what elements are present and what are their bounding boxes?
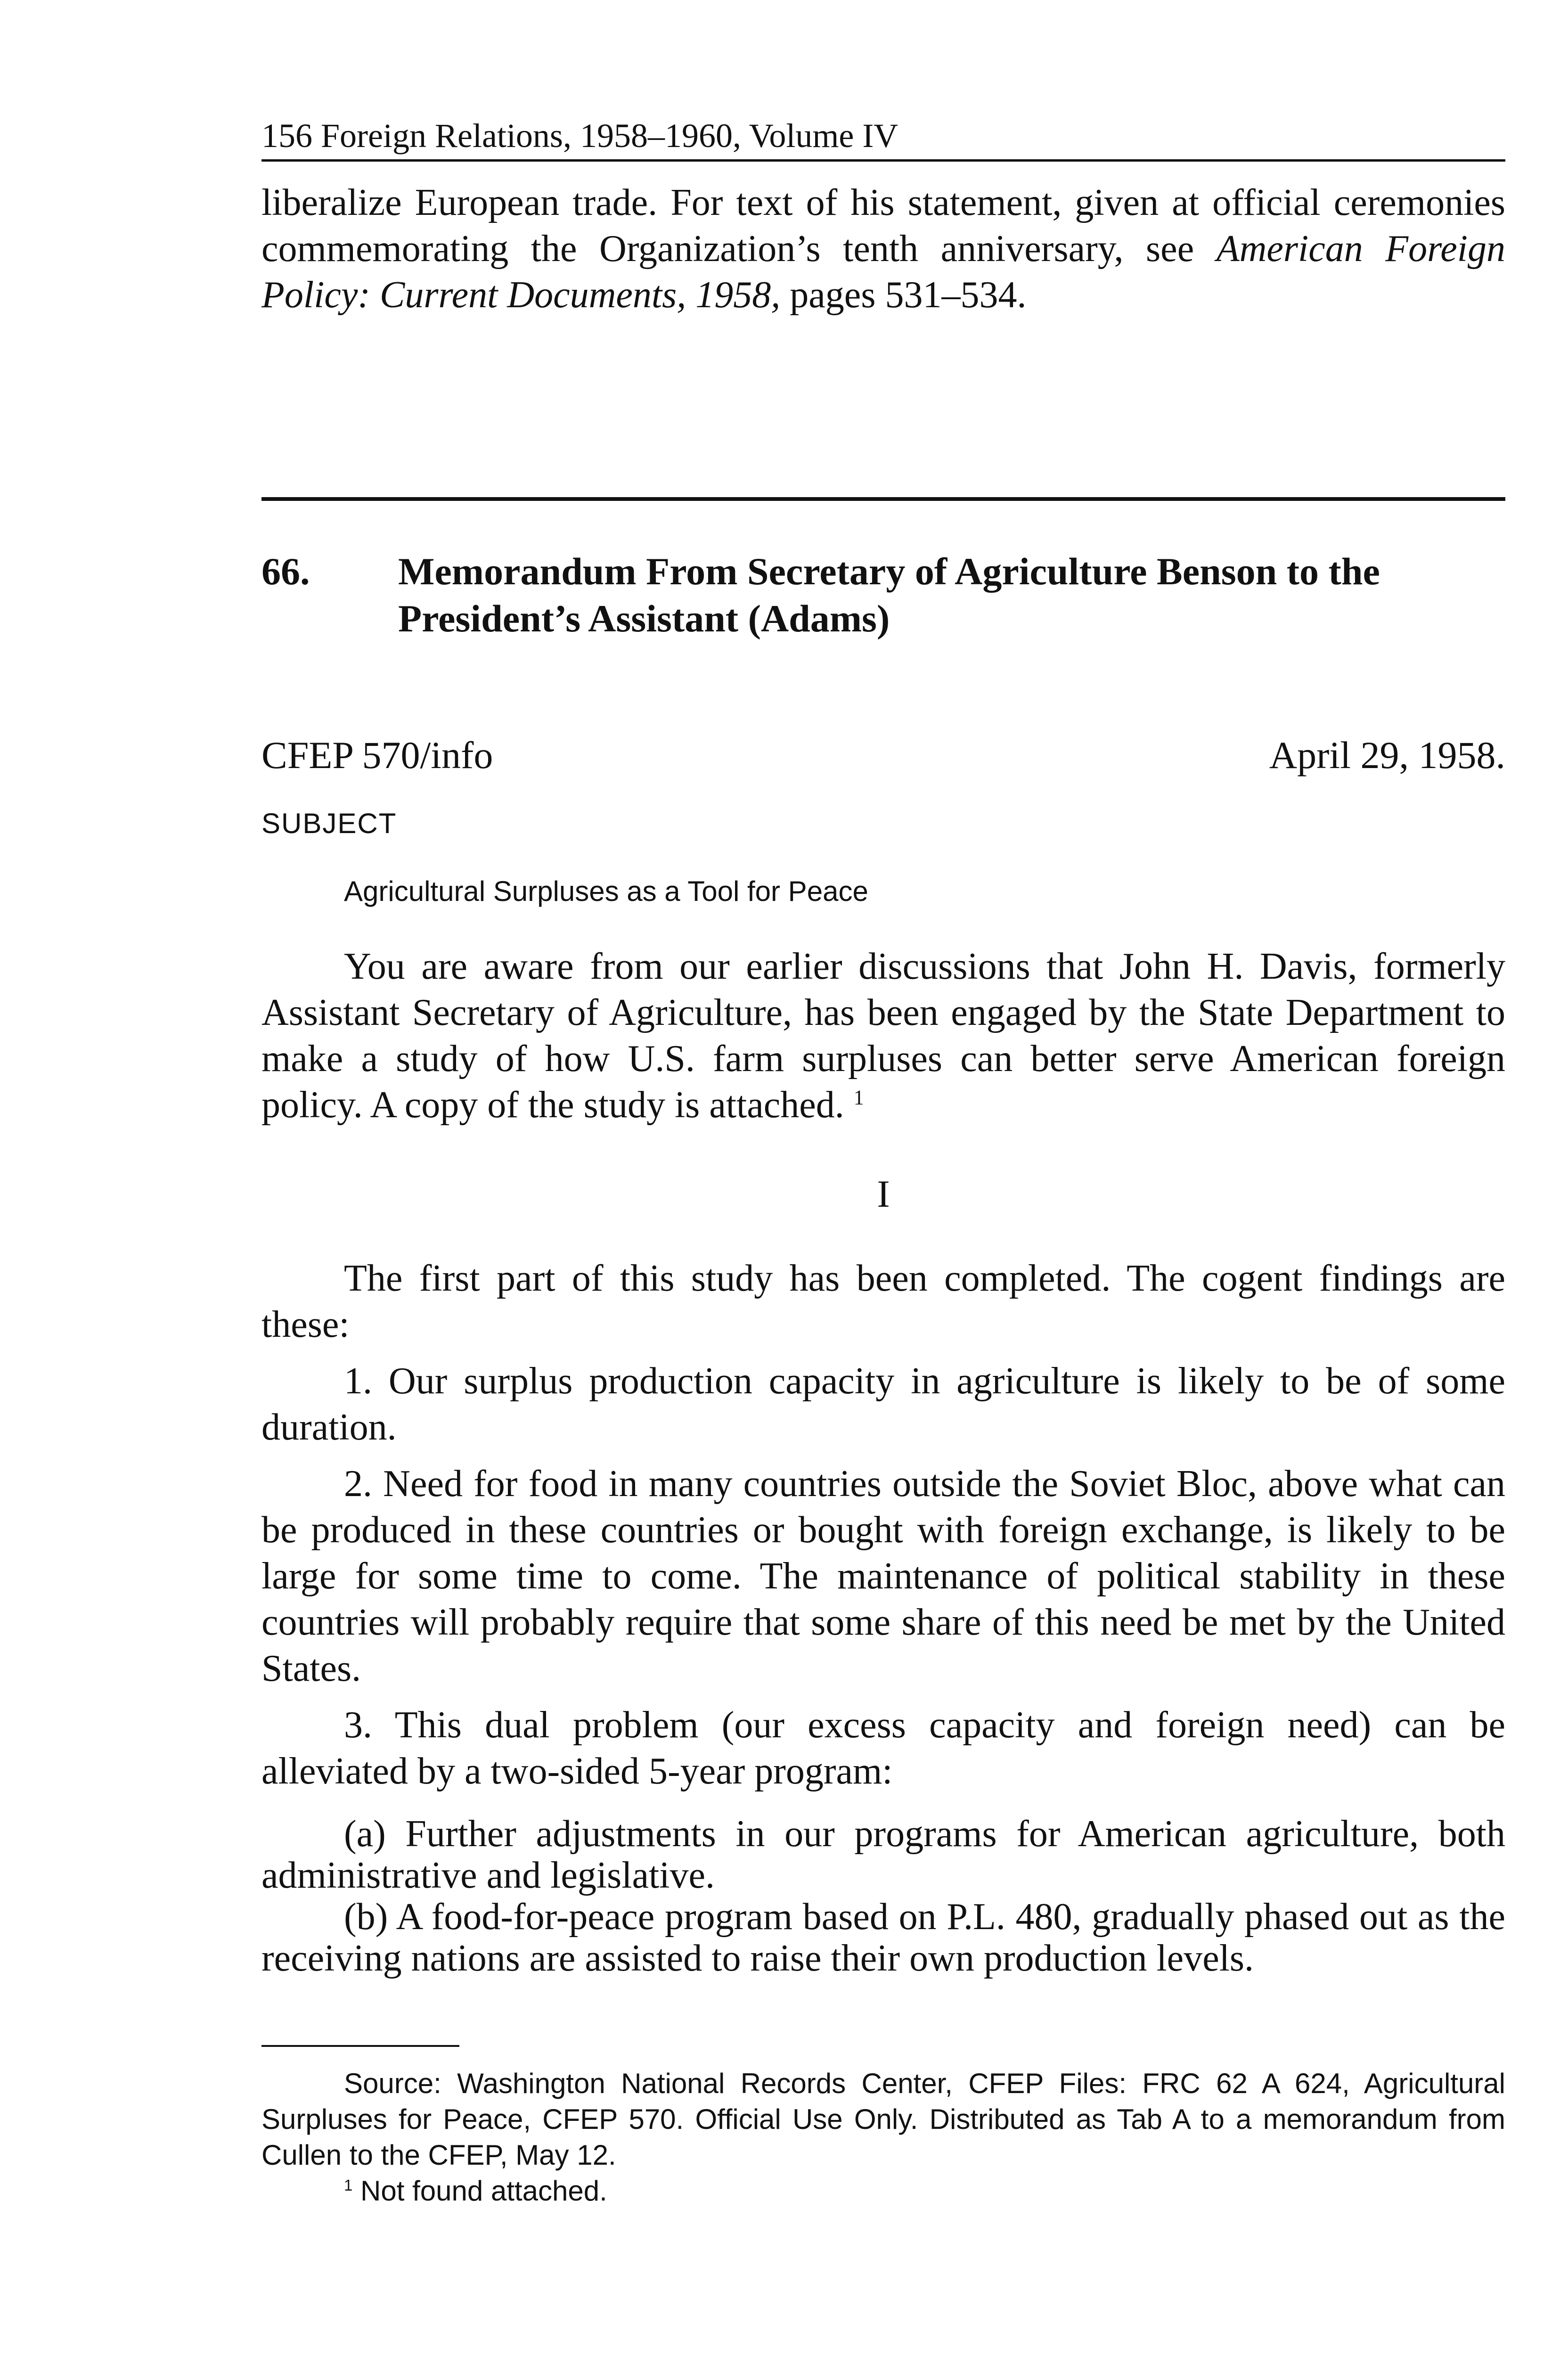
document-heading <box>261 548 1505 642</box>
opening-text: You are aware from our earlier discussions that John H. Davis, formerly Assistant Secretary of Agriculture, has been engaged by the State Department to make a study of how U.S. farm surpluses can better serve American foreign policy. A copy of the study is attached. <box>261 946 1505 1126</box>
subject-text: Agricultural Surpluses as a Tool for Peace <box>344 875 868 907</box>
subfinding-a: (a) Further adjustments in our programs for American agriculture, both administrative and legislative. <box>261 1813 1505 1896</box>
intro-text-after: pages 531–534. <box>780 274 1027 316</box>
running-header: 156 Foreign Relations, 1958–1960, Volume IV <box>261 113 1505 162</box>
section-intro: The first part of this study has been completed. The cogent findings are these: <box>261 1258 1505 1345</box>
footnote-1 <box>261 2173 1505 2209</box>
finding-3: 3. This dual problem (our excess capacity and foreign need) can be alleviated by a two-sided 5-year program: <box>261 1704 1505 1792</box>
document-meta <box>261 732 1505 779</box>
section-numeral: I <box>877 1172 890 1215</box>
document-number: 66. <box>261 550 310 593</box>
footnote-1-number: 1 <box>344 2176 353 2194</box>
footnote-source: Source: Washington National Records Center, CFEP Files: FRC 62 A 624, Agricultural Surpluses for Peace, CFEP 570. Official Use Only. Distributed as Tab A to a memorandum from Cullen to the CFEP, May 12. <box>261 2068 1505 2171</box>
page <box>261 113 1505 2209</box>
intro-citation: American Foreign Policy: Current Documents, 1958, <box>261 228 1506 316</box>
subfindings <box>261 1813 1505 1979</box>
footnote-1-text: Not found attached. <box>360 2175 607 2207</box>
document-reference: CFEP 570/info <box>261 734 493 777</box>
footnote-rule <box>261 2045 459 2047</box>
footnote-ref: 1 <box>853 1086 864 1109</box>
subfinding-b: (b) A food-for-peace program based on P.L. 480, gradually phased out as the receiving nations are assisted to raise their own production levels. <box>261 1896 1505 1979</box>
document-title: Memorandum From Secretary of Agriculture Benson to the President’s Assistant (Adams) <box>398 550 1380 640</box>
document-date: April 29, 1958. <box>1269 734 1505 777</box>
footnotes <box>261 2066 1505 2209</box>
opening-paragraph <box>261 943 1505 1128</box>
finding-2: 2. Need for food in many countries outside the Soviet Bloc, above what can be produced in these countries or bought with foreign exchange, is likely to be large for some time to come. The maintenance of political stability in these countries will probably require that some share of this need be met by the United States. <box>261 1463 1505 1689</box>
subject-label: SUBJECT <box>261 808 397 839</box>
section-divider <box>261 497 1505 501</box>
intro-paragraph <box>261 180 1505 318</box>
intro-text-before: liberalize European trade. For text of his statement, given at official ceremonies commemorating the Organization’s tenth anniversary, see <box>261 182 1505 270</box>
finding-1: 1. Our surplus production capacity in agriculture is likely to be of some duration. <box>261 1360 1505 1448</box>
